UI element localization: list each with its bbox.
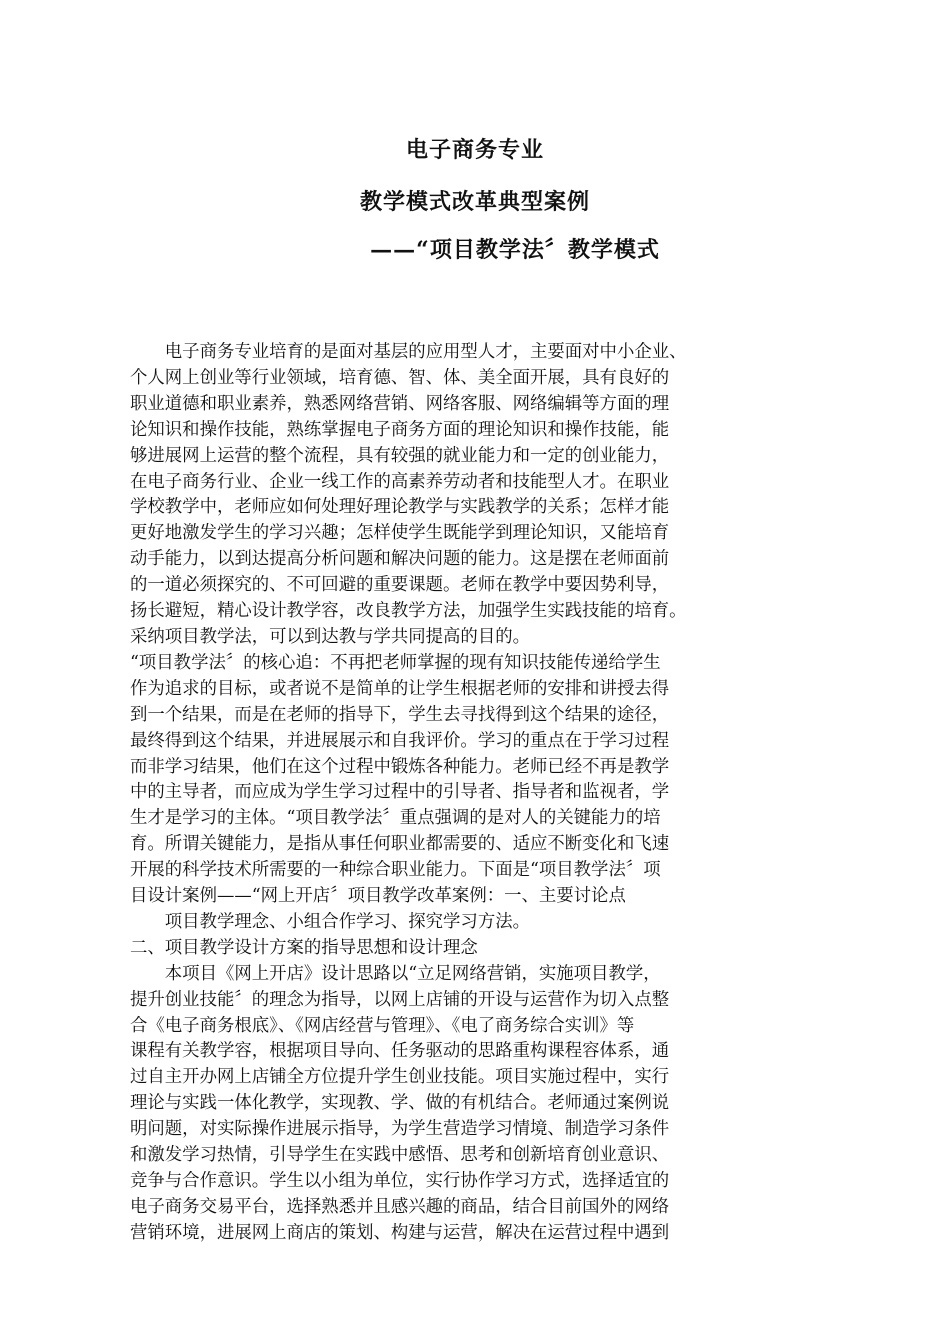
text-line: 明问题，对实际操作进展示指导，为学生营造学习情境、制造学习条件 bbox=[130, 1119, 670, 1140]
text-line: 个人网上创业等行业领域，培育德、智、体、美全面开展，具有良好的 bbox=[130, 367, 670, 388]
text-line: 本项目《网上开店》设计思路以“立足网络营销，实施项目教学， bbox=[130, 963, 661, 984]
text-line: 生才是学习的主体。“项目教学法〞重点强调的是对人的关键能力的培 bbox=[130, 808, 661, 829]
text-line: 提升创业技能〞的理念为指导，以网上店铺的开设与运营作为切入点整 bbox=[130, 989, 670, 1010]
text-line: 理论与实践一体化教学，实现教、学、做的有机结合。老师通过案例说 bbox=[130, 1093, 670, 1114]
text-line: 项目教学理念、小组合作学习、探究学习方法。 bbox=[130, 911, 530, 932]
text-line: 电子商务专业培育的是面对基层的应用型人才，主要面对中小企业、 bbox=[130, 342, 687, 362]
text-line: 中的主导者，而应成为学生学习过程中的引导者、指导者和监视者，学 bbox=[130, 782, 670, 803]
title-line-3: ——“项目教学法〞教学模式 bbox=[370, 237, 660, 263]
text-line: 竞争与合作意识。学生以小组为单位，实行协作学习方式，选择适宜的 bbox=[130, 1171, 670, 1191]
text-line: 作为追求的目标，或者说不是简单的让学生根据老师的安排和讲授去得 bbox=[130, 678, 670, 699]
text-line: 育。所谓关键能力，是指从事任何职业都需要的、适应不断变化和飞速 bbox=[130, 834, 670, 855]
text-line: “项目教学法〞的核心追：不再把老师掌握的现有知识技能传递给学生 bbox=[130, 652, 661, 673]
text-line: 开展的科学技术所需要的一种综合职业能力。下面是“项目教学法〞项 bbox=[130, 860, 661, 881]
text-line: 和激发学习热情，引导学生在实践中感悟、思考和创新培育创业意识、 bbox=[130, 1145, 670, 1166]
text-line: 更好地激发学生的学习兴趣；怎样使学生既能学到理论知识，又能培育 bbox=[130, 523, 670, 544]
text-line: 电子商务交易平台，选择熟悉并且感兴趣的商品，结合目前国外的网络 bbox=[130, 1196, 670, 1217]
text-line: 论知识和操作技能，熟练掌握电子商务方面的理论知识和操作技能，能 bbox=[130, 419, 670, 440]
text-line: 的一道必须探究的、不可回避的重要课题。老师在教学中要因势利导， bbox=[130, 575, 670, 596]
title-line-1: 电子商务专业 bbox=[405, 137, 544, 163]
text-line: 采纳项目教学法，可以到达教与学共同提高的目的。 bbox=[130, 626, 530, 647]
text-line: 营销环境，进展网上商店的策划、构建与运营，解决在运营过程中遇到 bbox=[130, 1222, 670, 1243]
text-line: 过自主开办网上店铺全方位提升学生创业技能。项目实施过程中，实行 bbox=[130, 1067, 670, 1088]
text-line: 课程有关教学容，根据项目导向、任务驱动的思路重构课程容体系，通 bbox=[130, 1041, 670, 1062]
text-line: 在电子商务行业、企业一线工作的高素养劳动者和技能型人才。在职业 bbox=[130, 471, 670, 492]
text-line: 二、项目教学设计方案的指导思想和设计理念 bbox=[130, 937, 478, 958]
text-line: 最终得到这个结果，并进展展示和自我评价。学习的重点在于学习过程 bbox=[130, 730, 670, 751]
text-line: 目设计案例——“网上开店〞项目教学改革案例：一、主要讨论点 bbox=[130, 886, 626, 907]
body-text bbox=[130, 340, 835, 1247]
text-line: 扬长避短，精心设计教学容，改良教学方法，加强学生实践技能的培育。 bbox=[130, 601, 687, 622]
text-line: 动手能力，以到达提高分析问题和解决问题的能力。这是摆在老师面前 bbox=[130, 549, 670, 570]
text-line: 学校教学中，老师应如何处理好理论教学与实践教学的关系；怎样才能 bbox=[130, 497, 670, 518]
text-line: 合《电子商务根底》、《网店经营与管理》、《电了商务综合实训》等 bbox=[130, 1015, 635, 1036]
title-line-2: 教学模式改革典型案例 bbox=[359, 189, 590, 215]
text-line: 而非学习结果，他们在这个过程中锻炼各种能力。老师已经不再是教学 bbox=[130, 756, 670, 777]
text-line: 到一个结果，而是在老师的指导下，学生去寻找得到这个结果的途径， bbox=[130, 704, 670, 725]
text-line: 职业道德和职业素养，熟悉网络营销、网络客服、网络编辑等方面的理 bbox=[130, 393, 670, 414]
text-line: 够进展网上运营的整个流程，具有较强的就业能力和一定的创业能力， bbox=[130, 445, 670, 466]
